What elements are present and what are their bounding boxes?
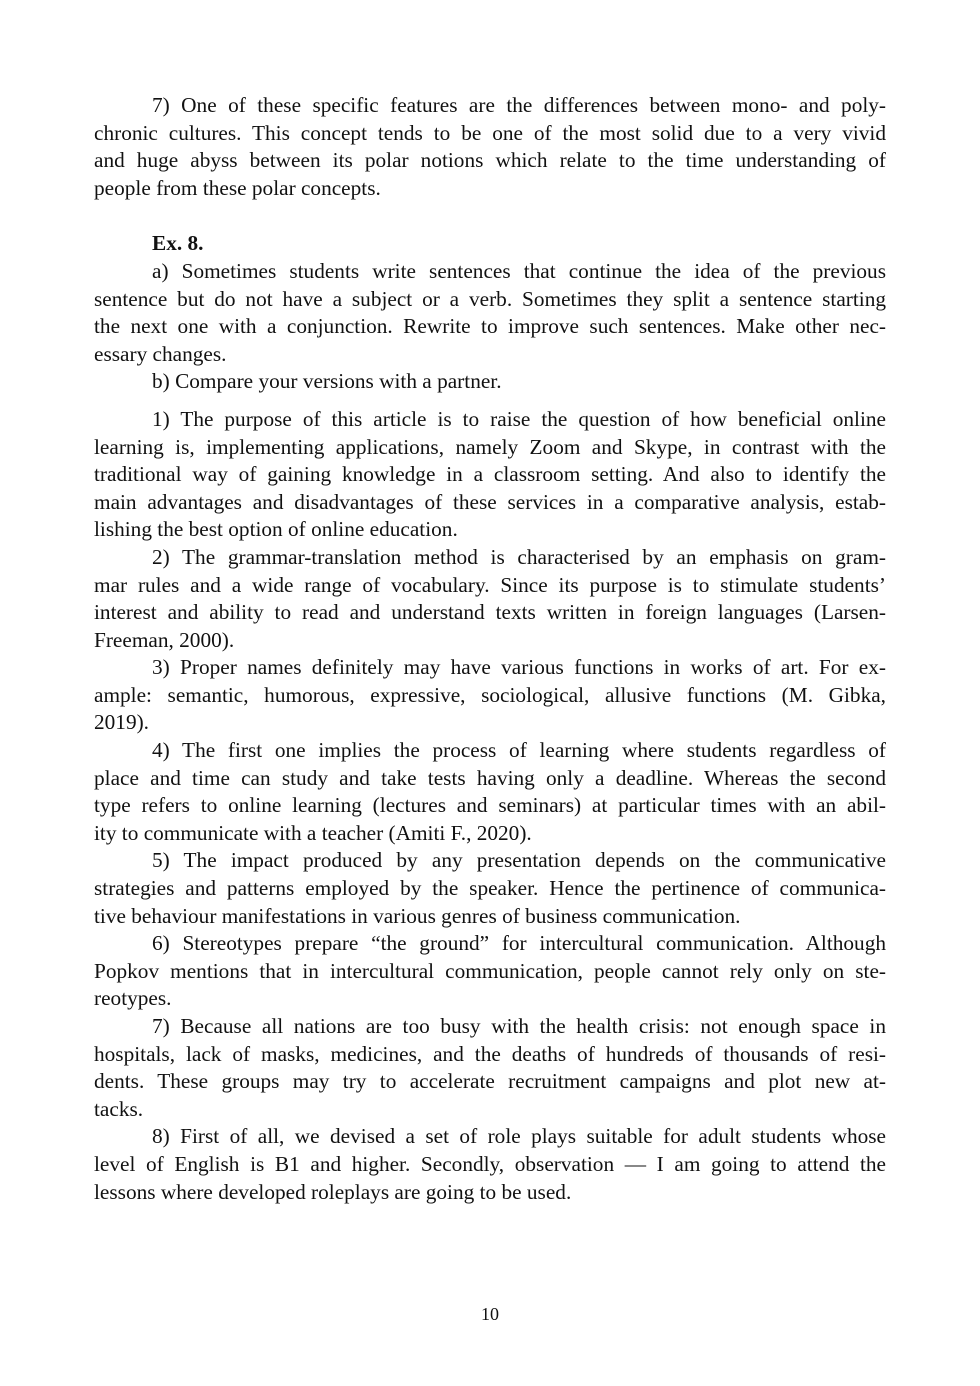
text-line: b) Compare your versions with a partner. [152, 369, 502, 394]
text-line: lessons where developed roleplays are going to be used. [94, 1179, 572, 1204]
instruction-b [94, 368, 886, 396]
text-line: ample: semantic, humorous, expressive, sociological, allusive functions (M. Gibka, [94, 682, 886, 707]
exercise-item-4 [94, 737, 886, 847]
text-line: type refers to online learning (lectures and seminars) at particular times with an abil- [94, 793, 886, 818]
text-line: hospitals, lack of masks, medicines, and the deaths of hundreds of thousands of resi- [94, 1041, 886, 1066]
text-line: dents. These groups may try to accelerate recruitment campaigns and plot new at- [94, 1069, 886, 1094]
text-line: interest and ability to read and understand texts written in foreign languages (Larsen- [94, 600, 886, 625]
text-line: the next one with a conjunction. Rewrite to improve such sentences. Make other nec- [94, 314, 886, 339]
text-line: traditional way of gaining knowledge in a classroom setting. And also to identify the [94, 462, 886, 487]
text-line: level of English is B1 and higher. Secondly, observation — I am going to attend the [94, 1151, 886, 1176]
text-line: Freeman, 2000). [94, 627, 235, 652]
text-line: a) Sometimes students write sentences that continue the idea of the previous [152, 258, 886, 283]
text-line: 7) Because all nations are too busy with the health crisis: not enough space in [152, 1014, 886, 1038]
text-line: sentence but do not have a subject or a verb. Sometimes they split a sentence starting [94, 286, 886, 311]
text-line: mar rules and a wide range of vocabulary. Since its purpose is to stimulate students’ [94, 572, 886, 597]
exercise-heading: Ex. 8. [152, 231, 204, 256]
text-line: Popkov mentions that in intercultural communication, people cannot rely only on ste- [94, 958, 886, 983]
exercise-item-7 [94, 1013, 886, 1123]
text-line: strategies and patterns employed by the speaker. Hence the pertinence of communica- [94, 876, 886, 901]
text-line: tive behaviour manifestations in various genres of business communication. [94, 903, 741, 928]
exercise-item-8 [94, 1123, 886, 1206]
text-line: 2) The grammar-translation method is characterised by an emphasis on gram- [152, 544, 886, 569]
text-line: 4) The first one implies the process of learning where students regardless of [152, 738, 886, 763]
text-line: 6) Stereotypes prepare “the ground” for intercultural communication. Although [152, 931, 886, 956]
top-paragraph [94, 92, 886, 202]
exercise-item-2 [94, 544, 886, 654]
text-line: 3) Proper names definitely may have various functions in works of art. For ex- [152, 655, 886, 680]
text-line: essary changes. [94, 341, 227, 366]
text-line: chronic cultures. This concept tends to be one of the most solid due to a very vivid [94, 120, 886, 145]
text-line: 7) One of these specific features are the differences between mono- and poly- [152, 93, 886, 117]
text-line: reotypes. [94, 986, 172, 1011]
document-page [94, 92, 886, 1206]
text-line: main advantages and disadvantages of these services in a comparative analysis, estab- [94, 489, 886, 514]
text-line: people from these polar concepts. [94, 175, 381, 200]
instruction-a [94, 258, 886, 368]
exercise-item-6 [94, 930, 886, 1013]
text-line: tacks. [94, 1096, 144, 1121]
page-number: 10 [481, 1304, 499, 1324]
text-line: 1) The purpose of this article is to raise the question of how beneficial online [152, 406, 886, 431]
text-line: 8) First of all, we devised a set of role plays suitable for adult students whose [152, 1124, 886, 1149]
text-line: 5) The impact produced by any presentation depends on the communicative [152, 848, 886, 873]
text-line: learning is, implementing applications, namely Zoom and Skype, in contrast with the [94, 434, 886, 459]
text-line: and huge abyss between its polar notions which relate to the time understanding of [94, 148, 886, 173]
text-line: place and time can study and take tests having only a deadline. Whereas the second [94, 765, 886, 790]
exercise-item-1 [94, 406, 886, 544]
text-line: ity to communicate with a teacher (Amiti F., 2020). [94, 820, 532, 845]
exercise-item-5 [94, 847, 886, 930]
text-line: 2019). [94, 710, 150, 735]
text-line: lishing the best option of online education. [94, 517, 458, 542]
exercise-item-3 [94, 654, 886, 737]
